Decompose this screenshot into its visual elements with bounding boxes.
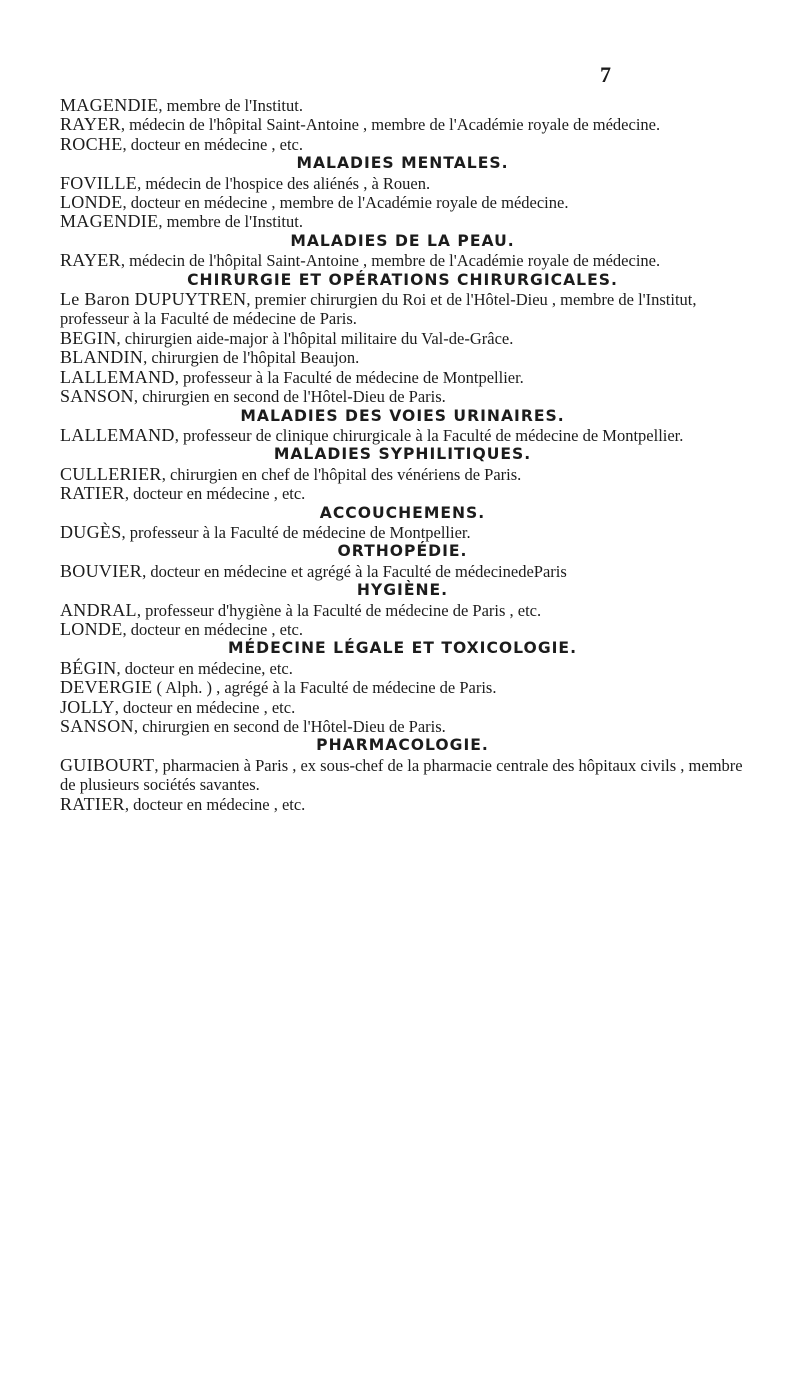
entry-title: , docteur en médecine , etc. (124, 794, 306, 814)
entry-name: LALLEMAND (60, 366, 175, 387)
entry-name: Le Baron DUPUYTREN (60, 289, 247, 310)
entry-name: CULLERIER (60, 463, 162, 484)
list-item (60, 562, 745, 581)
section-voies-urinaires (60, 407, 745, 446)
entry-name: SANSON (60, 386, 134, 407)
list-item (60, 756, 745, 795)
list-item (60, 698, 745, 717)
list-item (60, 426, 745, 445)
list-item (60, 620, 745, 639)
list-item (60, 484, 745, 503)
entry-name: RAYER (60, 250, 121, 271)
section-heading: HYGIÈNE. (356, 581, 449, 600)
entry-title: , médecin de l'hôpital Saint-Antoine , membre de l'Académie royale de médecine. (120, 115, 661, 135)
entry-title: , chirurgien en chef de l'hôpital des vénériens de Paris. (161, 464, 522, 484)
entry-title: , professeur de clinique chirurgicale à la Faculté de médecine de Montpellier. (174, 425, 684, 445)
section-continuation (60, 96, 745, 154)
section-heading: MÉDECINE LÉGALE ET TOXICOLOGIE. (227, 639, 577, 658)
entry-name: ROCHE (60, 133, 123, 154)
section-heading: PHARMACOLOGIE. (316, 736, 489, 755)
section-heading: MALADIES MENTALES. (296, 154, 509, 173)
entry-name: BLANDIN (60, 347, 144, 368)
entry-name: DUGÈS (60, 521, 122, 542)
entry-title: , docteur en médecine , etc. (114, 697, 296, 717)
section-heading: MALADIES DES VOIES URINAIRES. (240, 406, 565, 425)
entry-name: BÉGIN (60, 657, 117, 678)
section-accouchemens (60, 504, 745, 543)
section-maladies-de-la-peau (60, 232, 745, 271)
section-heading: ORTHOPÉDIE. (337, 542, 468, 561)
list-item (60, 387, 745, 406)
list-item (60, 193, 745, 212)
list-item (60, 251, 745, 270)
section-chirurgie (60, 271, 745, 407)
section-orthopedie (60, 542, 745, 581)
list-item (60, 678, 745, 697)
section-heading: MALADIES DE LA PEAU. (290, 231, 515, 250)
entry-title: , chirurgien en second de l'Hôtel-Dieu de Paris. (133, 387, 446, 407)
section-heading: CHIRURGIE ET OPÉRATIONS CHIRURGICALES. (187, 270, 618, 289)
entry-name: LALLEMAND (60, 424, 175, 445)
entry-name: BEGIN (60, 327, 117, 348)
list-item (60, 717, 745, 736)
section-medecine-legale (60, 639, 745, 736)
page-number: 7 (600, 62, 611, 87)
entry-name: FOVILLE (60, 172, 138, 193)
section-maladies-syphilitiques (60, 445, 745, 503)
list-item (60, 465, 745, 484)
section-hygiene (60, 581, 745, 639)
entry-title: , membre de l'Institut. (158, 212, 303, 232)
entry-name: LONDE (60, 192, 123, 213)
list-item (60, 601, 745, 620)
entry-title: , professeur à la Faculté de médecine de Montpellier. (121, 522, 471, 542)
section-heading: ACCOUCHEMENS. (319, 503, 486, 522)
entry-name: BOUVIER (60, 560, 143, 581)
entry-title: , docteur en médecine, etc. (116, 658, 293, 678)
entry-title: , docteur en médecine et agrégé à la Faculté de médecinedeParis (142, 561, 567, 581)
entry-name: LONDE (60, 618, 123, 639)
list-item (60, 135, 745, 154)
entry-name: JOLLY (60, 696, 115, 717)
entry-title: , docteur en médecine , etc. (124, 484, 306, 504)
entry-name: MAGENDIE (60, 95, 159, 115)
entry-name: RATIER (60, 793, 125, 814)
entry-title: , chirurgien de l'hôpital Beaujon. (143, 348, 360, 368)
entry-title: , docteur en médecine , membre de l'Académie royale de médecine. (122, 193, 569, 213)
entry-title: , docteur en médecine , etc. (122, 619, 303, 639)
list-item (60, 368, 745, 387)
list-item (60, 212, 745, 231)
entry-title: , chirurgien aide-major à l'hôpital militaire du Val-de-Grâce. (116, 328, 514, 348)
entry-title: , pharmacien à Paris , ex sous-chef de la pharmacie centrale des hôpitaux civils , membre de plusieurs sociétés savantes. (60, 755, 743, 795)
list-item (60, 795, 745, 814)
entry-title: ( Alph. ) , agrégé à la Faculté de médecine de Paris. (152, 678, 497, 698)
section-pharmacologie (60, 736, 745, 814)
entry-name: GUIBOURT (60, 754, 155, 775)
entry-title: , médecin de l'hôpital Saint-Antoine , membre de l'Académie royale de médecine. (120, 251, 661, 271)
list-item (60, 659, 745, 678)
entry-name: SANSON (60, 716, 134, 736)
list-item (60, 348, 745, 367)
entry-title: , premier chirurgien du Roi et de l'Hôtel-Dieu , membre de l'Institut, professeur à la Faculté de médecine de Paris. (60, 290, 697, 329)
list-item (60, 96, 745, 115)
entry-title: , membre de l'Institut. (158, 96, 303, 115)
entry-title: , professeur à la Faculté de médecine de Montpellier. (174, 367, 524, 387)
section-maladies-mentales (60, 154, 745, 232)
entry-name: DEVERGIE (60, 677, 153, 698)
list-item (60, 115, 745, 134)
entry-title: , professeur d'hygiène à la Faculté de médecine de Paris , etc. (136, 600, 542, 620)
entry-title: , chirurgien en second de l'Hôtel-Dieu de Paris. (133, 717, 446, 736)
entry-title: , docteur en médecine , etc. (122, 134, 304, 154)
section-heading: MALADIES SYPHILITIQUES. (273, 445, 532, 464)
list-item (60, 523, 745, 542)
entry-name: RATIER (60, 483, 125, 504)
entry-title: , médecin de l'hospice des aliénés , à Rouen. (137, 173, 431, 193)
list-item (60, 290, 745, 329)
entry-name: RAYER (60, 114, 121, 135)
page-content (60, 96, 745, 814)
entry-name: MAGENDIE (60, 211, 159, 232)
list-item (60, 329, 745, 348)
entry-name: ANDRAL (60, 599, 137, 620)
list-item (60, 174, 745, 193)
